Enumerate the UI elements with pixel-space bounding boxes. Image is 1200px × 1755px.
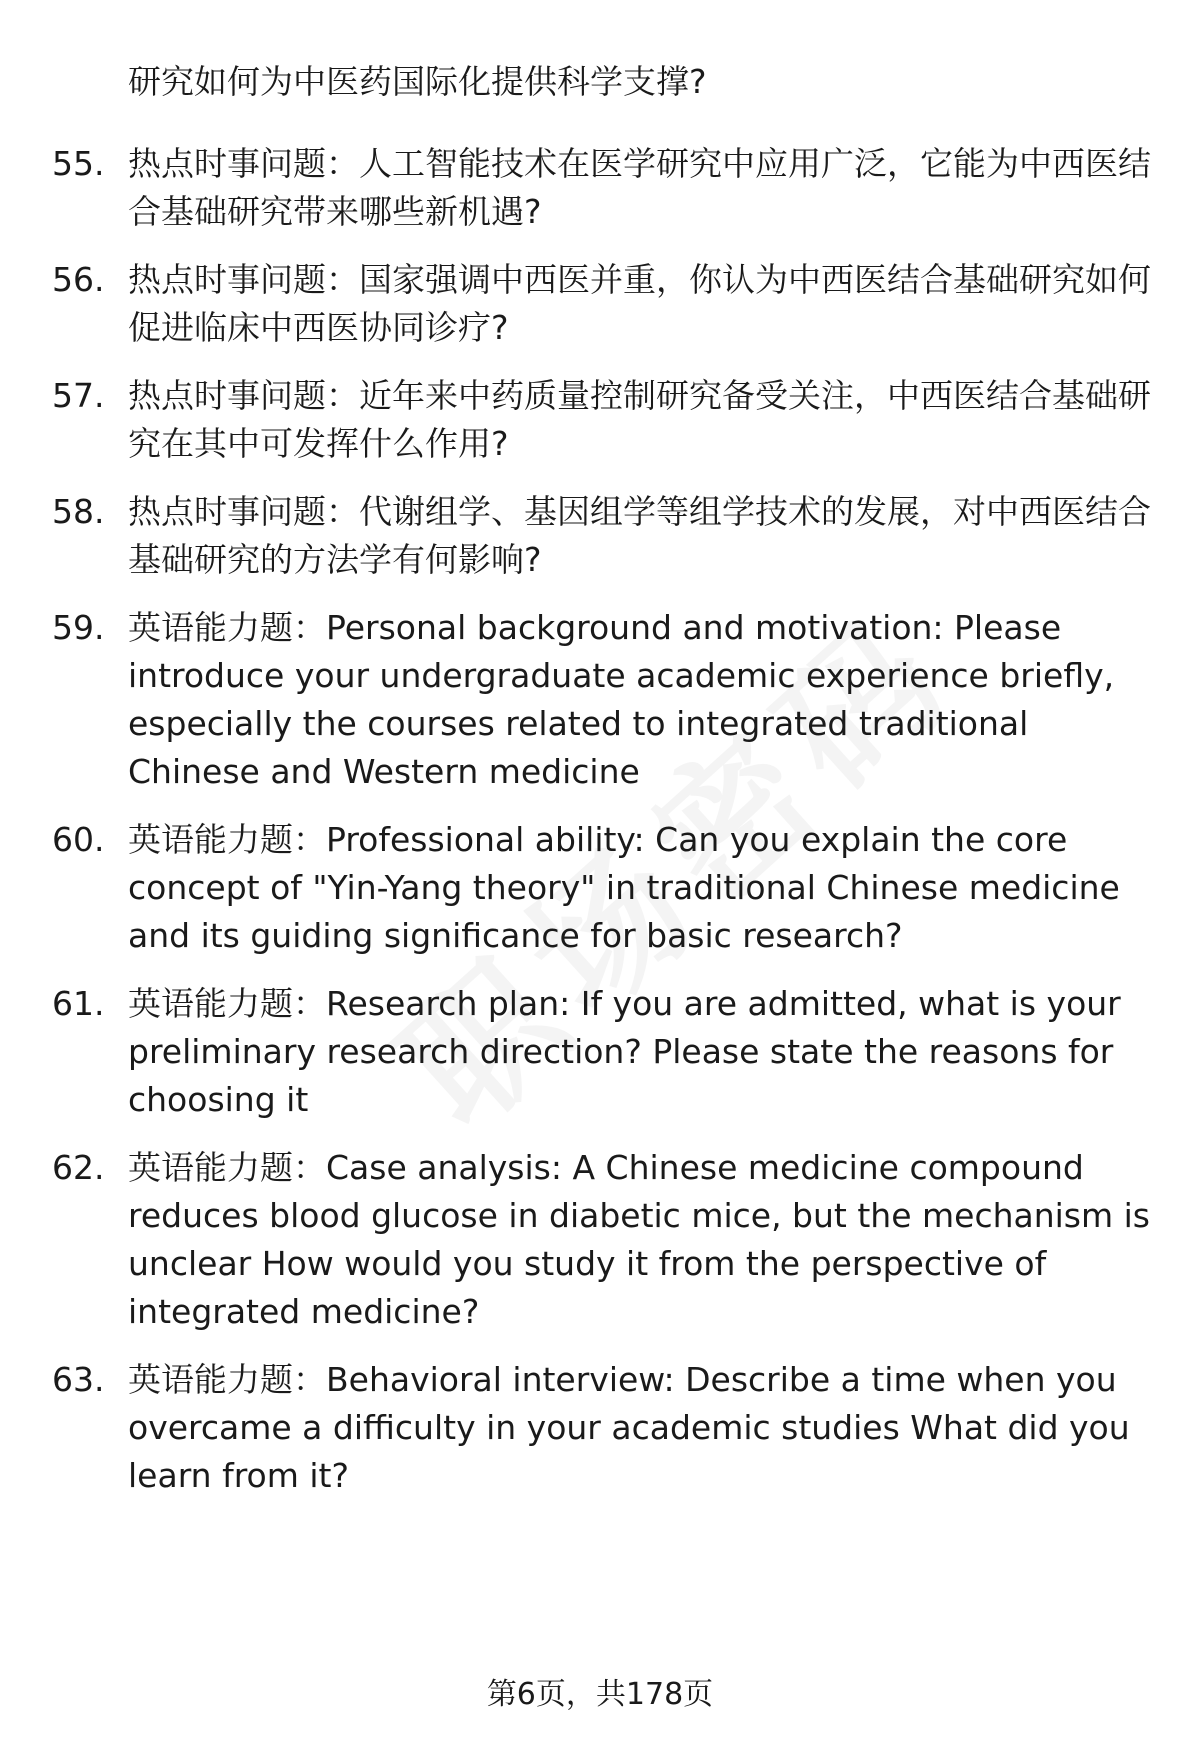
question-list xyxy=(0,140,1200,1500)
question-item xyxy=(0,980,1158,1124)
continuation-text: 研究如何为中医药国际化提供科学支撑? xyxy=(128,62,707,101)
question-text: 热点时事问题：国家强调中西医并重，你认为中西医结合基础研究如何促进临床中西医协同诊疗? xyxy=(128,260,1151,347)
question-text: 英语能力题：Research plan: If you are admitted, what is your preliminary research direction? Please state the reasons for choosing it xyxy=(128,984,1121,1119)
question-number: 63. xyxy=(52,1360,105,1399)
question-number: 55. xyxy=(52,144,105,183)
question-text: 英语能力题：Behavioral interview: Describe a time when you overcame a difficulty in your academic studies What did you learn from it? xyxy=(128,1360,1130,1495)
question-item xyxy=(0,1144,1158,1336)
question-item xyxy=(0,140,1158,236)
question-item xyxy=(0,604,1158,796)
question-text: 热点时事问题：近年来中药质量控制研究备受关注，中西医结合基础研究在其中可发挥什么作用? xyxy=(128,376,1151,463)
question-number: 56. xyxy=(52,260,105,299)
question-number: 59. xyxy=(52,608,105,647)
question-text: 热点时事问题：代谢组学、基因组学等组学技术的发展，对中西医结合基础研究的方法学有何影响? xyxy=(128,492,1151,579)
question-item xyxy=(0,1356,1158,1500)
question-number: 60. xyxy=(52,820,105,859)
question-item xyxy=(0,256,1158,352)
question-number: 61. xyxy=(52,984,105,1023)
question-text: 英语能力题：Personal background and motivation: Please introduce your undergraduate academic experience briefly, especially the courses related to integrated traditional Chinese and Western medicine xyxy=(128,608,1115,791)
page-footer: 第6页，共178页 xyxy=(486,1677,714,1712)
question-item xyxy=(0,488,1158,584)
question-item xyxy=(0,372,1158,468)
question-text: 英语能力题：Professional ability: Can you explain the core concept of "Yin-Yang theory" in traditional Chinese medicine and its guiding significance for basic research? xyxy=(128,820,1120,955)
question-text: 热点时事问题：人工智能技术在医学研究中应用广泛，它能为中西医结合基础研究带来哪些新机遇? xyxy=(128,144,1151,231)
question-number: 58. xyxy=(52,492,105,531)
question-item xyxy=(0,816,1158,960)
question-text: 英语能力题：Case analysis: A Chinese medicine compound reduces blood glucose in diabetic mice, but the mechanism is unclear How would you study it from the perspective of integrated medicine? xyxy=(128,1148,1151,1331)
question-number: 62. xyxy=(52,1148,105,1187)
question-number: 57. xyxy=(52,376,105,415)
